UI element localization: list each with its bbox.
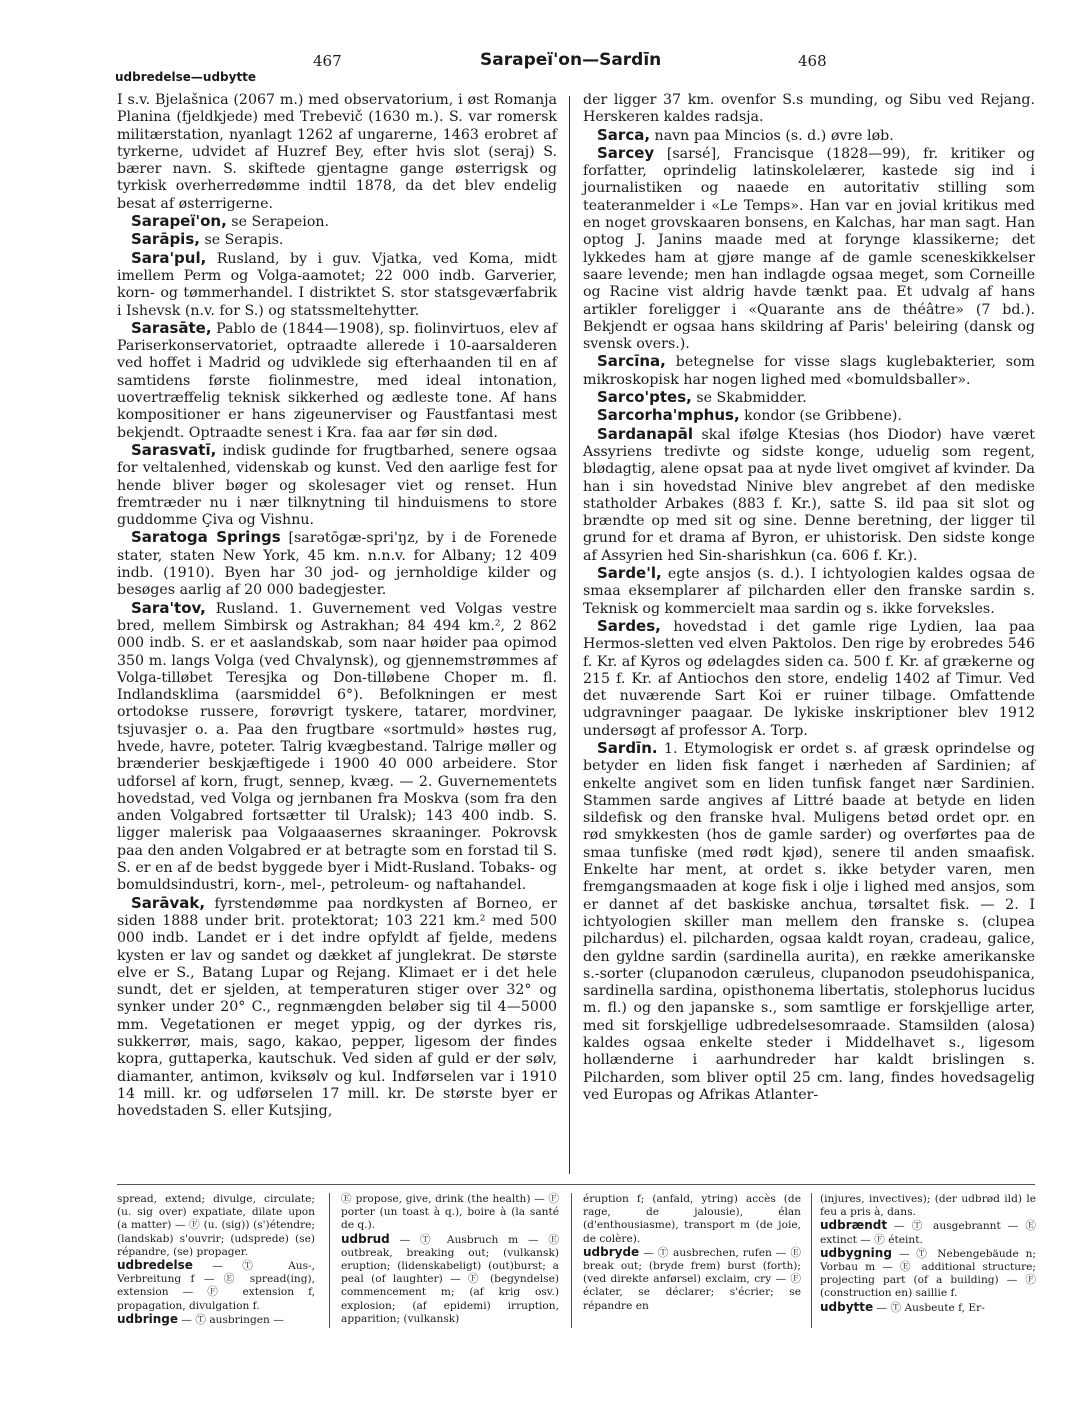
entry <box>583 618 1035 740</box>
entry-text: Rusland, by i guv. Vjatka, ved Koma, midt imellem Perm og Volga-aamotet; 22 000 indb. Garverier, korn- og tømmerhandel. I distriktet S. stor statsgeværfabrik i Ishevsk (n.v. for S.) og statssmeltehytter. <box>117 250 557 319</box>
headword: Sarca, <box>597 125 651 144</box>
entry-text: [sarətōgæ-spri'ŋz, by i de Forenede stater, staten New York, 45 km. n.n.v. for Albany; 12 409 indb. (1910). Byen har 30 jod- og jernholdige kilder og besøges aarlig af 20 000 badegjester. <box>117 530 557 599</box>
headword: udbytte <box>820 1299 874 1314</box>
page-header <box>0 52 1080 82</box>
entry-text: — Ⓣ Aus-, Verbreitung f — Ⓔ spread(ing), extension — Ⓕ extension f, propagation, divulgation f. <box>117 1260 315 1312</box>
entry-text: spread, extend; divulge, circulate; (u. sig over) expatiate, dilate upon (a matter) — Ⓕ (u. (sig)) (s')étendre; (landskab) s'ouvrir; (udsprede) (se) répandre, (se) propager. <box>117 1193 315 1258</box>
entry <box>820 1301 1036 1315</box>
dictionary-column-1 <box>117 1193 315 1327</box>
headword: Sardīn. <box>597 738 658 757</box>
dictionary-column-2 <box>341 1193 559 1326</box>
entry-text: fyrstendømme paa nordkysten af Borneo, er siden 1888 under brit. protektorat; 103 221 km.² med 500 000 indb. Landet er i det indre opfyldt af fjelde, medens kysten er lav og sandet og dækket af junglekrat. De største elve er S., Batang Lupar og Rejang. Klimaet er i det hele sundt, det er sjelden, at temperaturen stiger over 32° og synker under 20° C., regnmængden beløber sig til 4—5000 mm. Vegetationen er meget yppig, og der dyrkes ris, sukkerrør, mais, sago, kakao, pepper, ligesom der findes kopra, guttaperka, kautschuk. Ved siden af guld er der sølv, diamanter, antimon, kviksølv og kul. Indførselen var i 1910 14 mill. kr. og udførselen 17 mill. kr. De største byer er hovedstaden S. eller Kutsjing, <box>117 895 557 1120</box>
entry <box>583 389 1035 407</box>
entry-text: hovedstad i det gamle rige Lydien, laa paa Hermos-sletten ved elven Paktolos. Den rige by erobredes 546 f. Kr. af Kyros og ødelagdes siden ca. 500 f. Kr. af grækerne og 215 f. Kr. af Antiochos den store, endelig 1402 af Timur. Ved det nuværende Sart Koi er ruiner tilbage. Omfattende udgravninger paagaar. De lykiske inskriptioner blev 1912 undersøgt af professor A. Torp. <box>583 618 1035 739</box>
entry-text: — Ⓣ ausbringen — <box>178 1313 284 1326</box>
dictionary-column-3 <box>583 1193 801 1313</box>
entry-text: (injures, invectives); (der udbrød ild) le feu a pris à, dans. <box>820 1193 1036 1219</box>
left-page-number: 467 <box>313 52 342 70</box>
entry <box>117 442 557 529</box>
entry <box>117 320 557 442</box>
entry-text: — Ⓣ ausbrechen, rufen — Ⓔ break out; (bryde frem) burst (forth); (ved direkte anførsel) exclaim, cry — Ⓕ éclater, se déclarer; s'écrier; se répandre en <box>583 1246 801 1312</box>
left-column <box>117 92 557 1121</box>
entry <box>583 1246 801 1313</box>
entry <box>117 92 557 213</box>
headword: Sarcey <box>597 143 655 162</box>
entry-text: I s.v. Bjelašnica (2067 m.) med observatorium, i øst Romanja Planina (fjeldkjede) med Trebevič (1630 m.). S. var romersk militærstation, nyanlagt 1262 af ungarerne, 1463 erobret af tyrkerne, udvidet af Huzref Bey, efter hvis slot (seraj) S. bærer navn. S. skiftede gjentagne gange østerrigsk og tyrkisk overherredømme indtil 1878, da det blev endelig besat af østerrigerne. <box>117 92 557 212</box>
entry <box>341 1233 559 1326</box>
dictionary-divider <box>329 1193 330 1328</box>
entry <box>117 1193 315 1259</box>
entry-text: se Serapis. <box>199 232 284 249</box>
right-column <box>583 92 1035 1104</box>
running-title: Sarapeï'on—Sardīn <box>480 50 662 70</box>
entry-text: betegnelse for visse slags kuglebakterier, som mikroskopisk har nogen lighed med «bomuldsballer». <box>583 354 1035 388</box>
headword: Sara'pul, <box>131 248 207 267</box>
entry-text: kondor (se Gribbene). <box>739 408 902 425</box>
headword: udbrud <box>341 1231 390 1246</box>
entry-text: indisk gudinde for frugtbarhed, senere ogsaa for veltalenhed, videnskab og kunst. Ved den aarlige fest for hende bliver bøger og skolesager viet og renset. Hun fremtræder nu i nær tilknytning til hinduismens to store guddomme Çiva og Vishnu. <box>117 442 557 529</box>
headword: udbygning <box>820 1245 892 1260</box>
entry <box>583 1193 801 1246</box>
entry-text: skal ifølge Ktesias (hos Diodor) have været Assyriens tredivte og sidste konge, uduelig som regent, blødagtig, alene opsat paa at nyde livet omgivet af kvinder. Da han i sin hovedstad Ninive blev angrebet af den mediske statholder Arbakes (883 f. Kr.), satte S. ild paa sit slot og brændte op med sit og sine. Denne beretning, der ligger til grund for et drama af Byron, er uhistorisk. Den sidste konge af Assyrien hed Sin-sharishkun (ca. 606 f. Kr.). <box>583 426 1035 564</box>
entry-text: 1. Etymologisk er ordet s. af græsk oprindelse og betyder en liden fisk fanget i nærheden af Sardinien; af enkelte angivet som en liden tunfisk fanget nær Sardinien. Stammen sarde angives af Littré baade at betyde en liden sildefisk og den franske hval. Muligens betød ordet opr. en rød smykkesten (hos de gamle sarder) og overførtes paa de smaa tunfiske (med rødt kjød), senere til anden smaafisk. Enkelte har ment, at ordet s. ikke betyder varen, men fremgangsmaaden at koge fisk i olje i lighed med ansjos, som er dannet af det baskiske anchua, tørsaltet fisk. — 2. I ichtyologien skiller man mellem den franske s. (clupea pilchardus) el. pilcharden, ogsaa kaldt royan, cradeau, galice, den gyldne sardin (sardinella aurita), en række amerikanske s.-sorter (clupanodon cæruleus, clupanodon pseudohispanica, sardinella sardina, opisthonema libertatis, stolephorus lucidus m. fl.) og den japanske s., som samtlige er forskjellige arter, med sit forskjellige udbredelsesomraade. Stamsilden (alosa) kaldes ogsaa enkelte steder i Middelhavet s., ligesom hollænderne i aarhundreder har kaldt brislingen s. Pilcharden, som bliver optil 25 cm. lang, findes hovedsagelig ved Europas og Afrikas Atlanter- <box>583 740 1035 1103</box>
entry <box>117 1313 315 1327</box>
entry-text: der ligger 37 km. ovenfor S.s munding, og Sibu ved Rejang. Herskeren kaldes radsja. <box>583 92 1035 126</box>
headword: Sardes, <box>597 616 661 635</box>
entry <box>583 127 1035 145</box>
headword: udbryde <box>583 1244 640 1259</box>
column-divider <box>569 96 570 1174</box>
entry-text: Ⓔ propose, give, drink (the health) — Ⓕ porter (un toast à q.), boire à (la santé de q.). <box>341 1193 559 1232</box>
headword: Sarco'ptes, <box>597 388 692 407</box>
dictionary-divider <box>571 1193 572 1328</box>
entry <box>117 529 557 599</box>
entry-text: — Ⓣ ausgebrannt — Ⓔ extinct — Ⓕ éteint. <box>820 1220 1036 1246</box>
entry <box>820 1219 1036 1246</box>
headword: Sarde'l, <box>597 564 662 583</box>
entry <box>117 895 557 1121</box>
entry <box>820 1247 1036 1301</box>
headword: Sardanapāl <box>597 424 693 443</box>
footer-rule <box>117 1184 1035 1185</box>
entry <box>117 600 557 895</box>
entry <box>583 145 1035 354</box>
entry-text: — Ⓣ Ausbruch m — Ⓔ outbreak, breaking out; (vulkansk) eruption; (lidenskabeligt) (out)burst; a peal (of laughter) — Ⓕ (begyndelse) commencement m; (af krig osv.) explosion; (af epidemi) irruption, apparition; (vulkansk) <box>341 1233 559 1325</box>
entry <box>117 231 557 249</box>
entry <box>583 426 1035 565</box>
entry-text: Pablo de (1844—1908), sp. fiolinvirtuos, elev af Pariserkonservatoriet, optraadte allerede i 10-aarsalderen ved hoffet i Madrid og udviklede sig efterhaanden til en af samtidens første fiolinmestre, med ideal intonation, uovertræffelig teknisk sikkerhed og ædleste tone. Af hans kompositioner er hans zigeunerviser og Faustfantasi mest bekjendt. Optraadte senest i Kra. faa aar før sin død. <box>117 320 557 441</box>
headword: Sarāpis, <box>131 230 200 249</box>
entry-text: — Ⓣ Ausbeute f, Er- <box>873 1301 985 1314</box>
headword: udbredelse <box>117 1258 193 1273</box>
headword: Sarasāte, <box>131 318 212 337</box>
entry-text: — Ⓣ Nebengebäude n; Vorbau m — Ⓔ additional structure; projecting part (of a building) — Ⓕ (construction en) saillie f. <box>820 1247 1036 1300</box>
entry-text: éruption f; (anfald, ytring) accès (de rage, de jalousie), élan (d'enthousiasme), transport m (de joie, de colère). <box>583 1193 801 1245</box>
entry <box>583 353 1035 389</box>
entry-text: se Serapeion. <box>226 214 330 231</box>
entry <box>117 213 557 231</box>
dictionary-divider <box>811 1193 812 1328</box>
entry-text: se Skabmidder. <box>691 390 807 407</box>
headword: udbrændt <box>820 1218 888 1233</box>
entry <box>583 740 1035 1104</box>
entry-text: egte ansjos (s. d.). I ichtyologien kaldes ogsaa de smaa eksemplarer af pilcharden eller den franske sardin s. Teknisk og kommercielt maa sardin og s. ikke forveksles. <box>583 566 1035 617</box>
headword: Sarcorha'mphus, <box>597 406 740 425</box>
headword: Sarcīna, <box>597 352 666 371</box>
dictionary-column-4 <box>820 1193 1036 1315</box>
dictionary-range: udbredelse—udbytte <box>115 70 257 84</box>
entry <box>341 1193 559 1233</box>
entry <box>583 565 1035 618</box>
headword: Sarāvak, <box>131 893 206 912</box>
entry-text: [sarsé], Francisque (1828—99), fr. kritiker og forfatter, oprindelig latinskolelærer, kastede sig ind i journalistiken og naaede en autoritativ stilling som teateranmelder i «Le Temps». Han var en jovial kritikus med en noget grovskaaren bonsens, en Kalchas, har man sagt. Han optog J. Janins maade med at forynge klassikerne; det lykkedes ham at gjøre mange af de gamle sceneskikkelser saare levende; men han indlagde ogsaa meget, som Corneille og Racine vist aldrig havde tænkt paa. Et udvalg af hans artikler foreligger i «Quarante ans de théâtre» (7 bd.). Bekjendt er ogsaa hans skildring af Paris' beleiring (dansk og svensk overs.). <box>583 145 1035 353</box>
entry <box>583 407 1035 425</box>
entry <box>117 250 557 320</box>
entry-text: navn paa Mincios (s. d.) øvre løb. <box>650 127 894 144</box>
headword: udbringe <box>117 1311 179 1326</box>
entry <box>820 1193 1036 1219</box>
right-page-number: 468 <box>798 52 827 70</box>
entry <box>117 1259 315 1313</box>
entry <box>583 92 1035 127</box>
headword: Sara'tov, <box>131 598 206 617</box>
entry-text: Rusland. 1. Guvernement ved Volgas vestre bred, mellem Simbirsk og Astrakhan; 84 494 km.², 2 862 000 indb. S. er et aaslandskab, som naar høider paa opimod 350 m. langs Volga (ved Chvalynsk), og gjennemstrømmes af Volga-tilløbet Teresjka og Don-tilløbene Choper m. fl. Indlandsklima (aarsmiddel 6°). Befolkningen er mest ortodokse russere, forøvrigt tyskere, tatarer, mordviner, tsjuvasjer o. a. Paa den frugtbare «sortmuld» høstes rug, hvede, havre, poteter. Talrig kvægbestand. Talrige møller og brænderier beskjæftigede i 1900 40 000 arbeidere. Stor udforsel af korn, frugt, sennep, kvæg. — 2. Guvernementets hovedstad, ved Volga og jernbanen fra Moskva (som fra den anden Volgabred fortsætter til Uralsk); 143 400 indb. S. ligger malerisk paa Volgaaasernes skraaninger. Pokrovsk paa den anden Volgabred er at betragte som en forstad til S. S. er en af de bedst byggede byer i Midt-Rusland. Tobaks- og bomuldsindustri, korn-, mel-, petroleum- og naftahandel. <box>117 600 557 894</box>
headword: Sarapeï'on, <box>131 212 227 231</box>
headword: Saratoga Springs <box>131 528 281 547</box>
headword: Sarasvatī, <box>131 440 217 459</box>
